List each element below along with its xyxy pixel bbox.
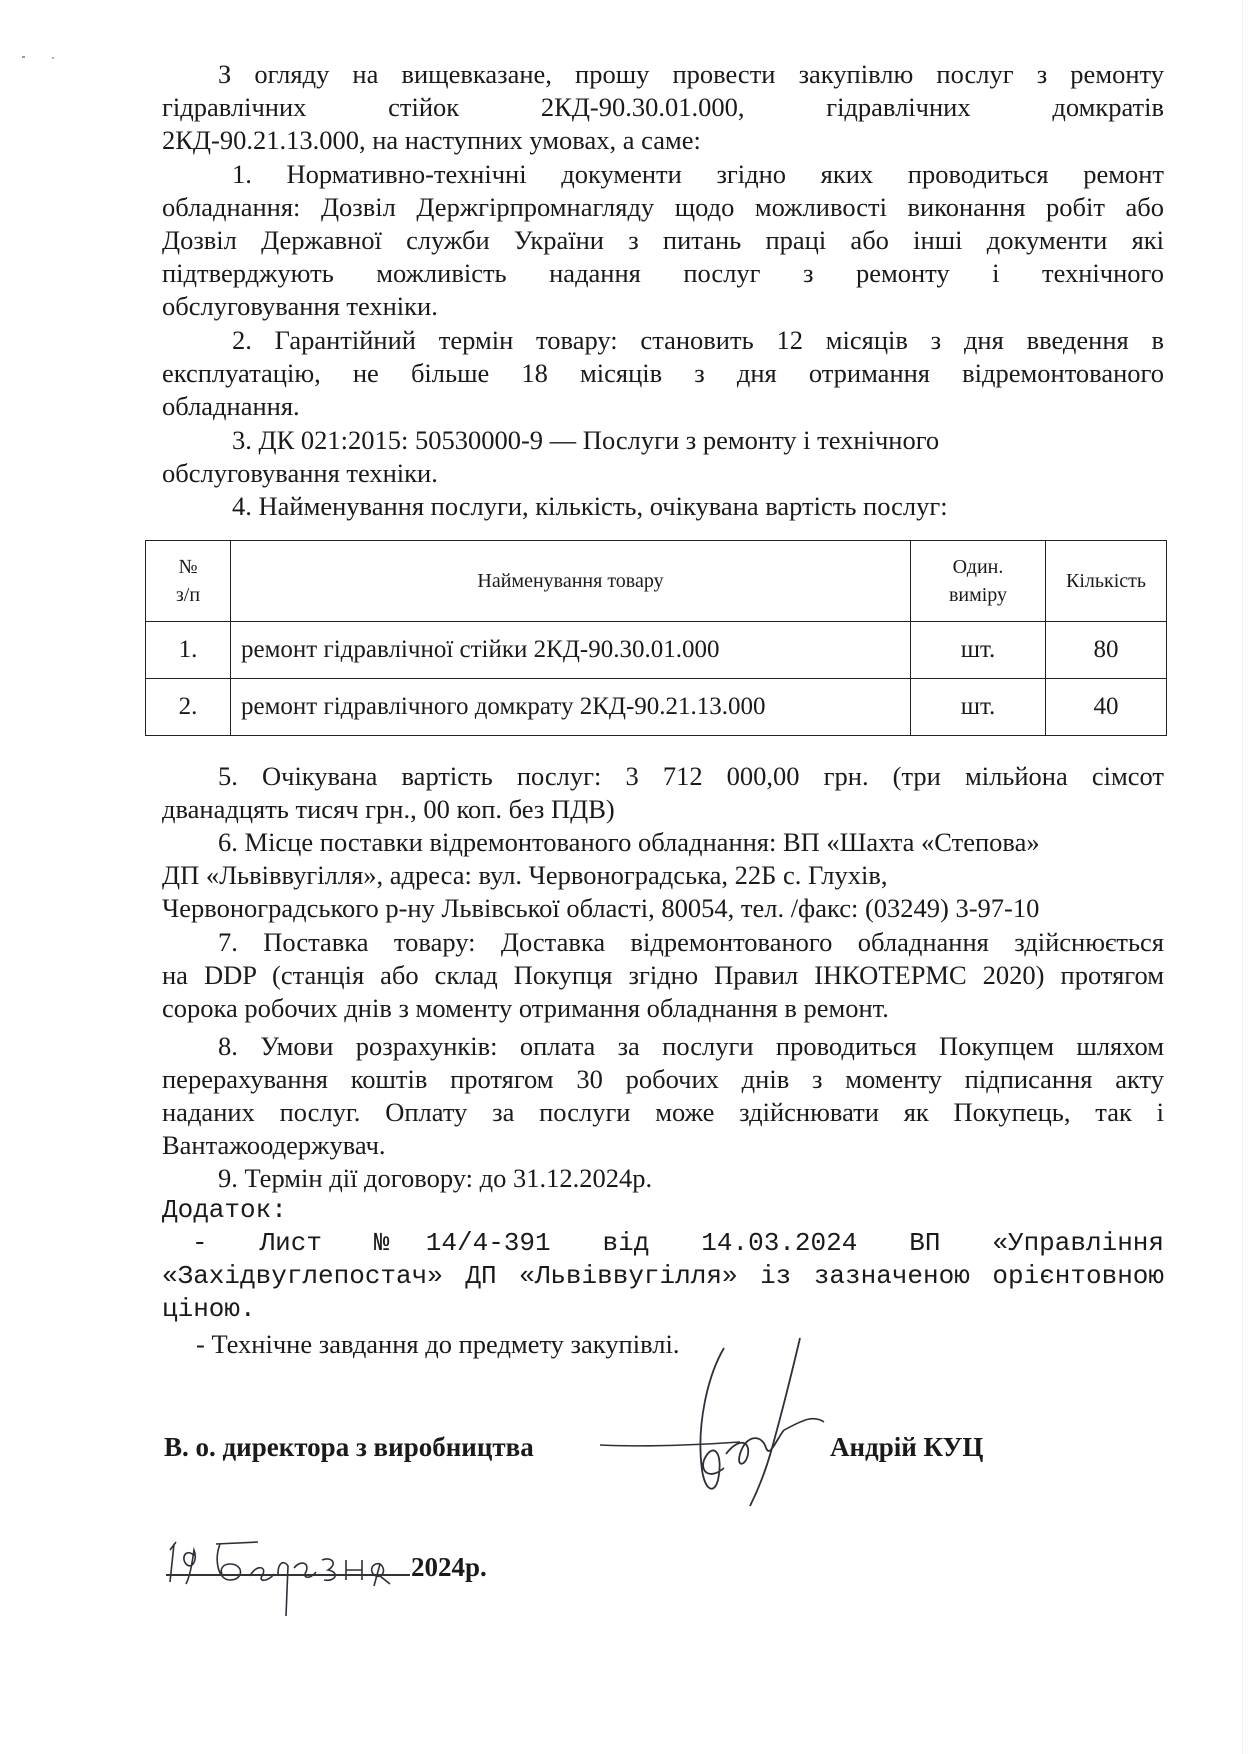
header-unit-line: виміру — [948, 584, 1008, 606]
point-6 — [162, 826, 1164, 925]
point-2-line: обладнання. — [162, 391, 300, 421]
row-unit: шт. — [911, 622, 1046, 679]
header-num-abbr: з/п — [175, 584, 201, 606]
point-7 — [162, 926, 1164, 1025]
point-6-line: Червоноградського р-ну Львівської області, 80054, тел. /факс: (03249) 3-97-10 — [162, 893, 1040, 923]
row-num: 2. — [146, 679, 231, 736]
header-unit-line: Один. — [952, 556, 1004, 578]
table-row — [146, 679, 1167, 736]
point-1-line: підтверджують можливість надання послуг з ремонту і технічного — [162, 258, 1164, 288]
point-1-line: 1. Нормативно-технічні документи згідно яких проводиться ремонт — [232, 159, 1164, 189]
point-1-line: обладнання: Дозвіл Держгірпромнагляду щодо можливості виконання робіт або — [162, 192, 1164, 222]
appendix-title: Додаток: — [162, 1195, 287, 1225]
appendix-item-1-line: - Лист №14/4-391 від 14.03.2024 ВП «Управління — [192, 1228, 1164, 1258]
point-5 — [162, 760, 1164, 826]
point-3-line: обслуговування техніки. — [162, 458, 438, 488]
signatory-position: В. о. директора з виробництва — [164, 1432, 534, 1462]
point-2 — [162, 324, 1164, 423]
header-unit — [911, 541, 1046, 622]
appendix-item-1-line: ціною. — [162, 1294, 256, 1324]
row-qty: 40 — [1046, 679, 1167, 736]
row-num: 1. — [146, 622, 231, 679]
signatory-name: Андрій КУЦ — [830, 1432, 984, 1462]
header-qty: Кількість — [1046, 541, 1167, 622]
appendix-item-1-line: «Західвуглепостач» ДП «Львіввугілля» із зазначеною орієнтовною — [162, 1261, 1164, 1291]
point-4 — [162, 490, 1164, 523]
intro-line: гідравлічних стійок 2КД-90.30.01.000, гідравлічних домкратів — [162, 92, 1164, 122]
row-qty: 80 — [1046, 622, 1167, 679]
point-8-line: 8. Умови розрахунків: оплата за послуги проводиться Покупцем шляхом — [218, 1031, 1164, 1061]
point-2-line: експлуатацію, не більше 18 місяців з дня отримання відремонтованого — [162, 358, 1164, 388]
point-3 — [162, 424, 1164, 490]
handwritten-date — [160, 1520, 440, 1620]
point-7-line: 7. Поставка товару: Доставка відремонтованого обладнання здійснюється — [218, 927, 1164, 957]
point-9-line: 9. Термін дії договору: до 31.12.2024р. — [218, 1163, 653, 1193]
header-num-symbol: № — [178, 556, 198, 578]
point-8-line: Вантажоодержувач. — [162, 1130, 386, 1160]
point-1-line: обслуговування техніки. — [162, 291, 438, 321]
point-7-line: сорока робочих днів з моменту отримання обладнання в ремонт. — [162, 993, 889, 1023]
date-underline — [166, 1574, 410, 1576]
point-8-line: перерахування коштів протягом 30 робочих днів з моменту підписання акту — [162, 1064, 1164, 1094]
intro-paragraph — [162, 58, 1164, 157]
header-name: Найменування товару — [231, 541, 911, 622]
intro-line: З огляду на вищевказане, прошу провести закупівлю послуг з ремонту — [218, 59, 1164, 89]
table-header-row — [146, 541, 1167, 622]
table-row — [146, 622, 1167, 679]
date-year: 2024р. — [411, 1552, 487, 1582]
appendix — [162, 1194, 1164, 1326]
scan-speck — [52, 57, 54, 59]
header-num — [146, 541, 231, 622]
scan-speck — [22, 56, 25, 58]
point-1-line: Дозвіл Державної служби України з питань праці або інші документи які — [162, 225, 1164, 255]
items-table — [145, 540, 1167, 736]
row-unit: шт. — [911, 679, 1046, 736]
row-name: ремонт гідравлічного домкрату 2КД-90.21.13.000 — [231, 679, 911, 736]
point-4-line: 4. Найменування послуги, кількість, очікувана вартість послуг: — [232, 491, 948, 521]
point-5-line: 5. Очікувана вартість послуг: 3 712 000,00 грн. (три мільйона сімсот — [218, 761, 1164, 791]
handwritten-signature — [600, 1330, 860, 1510]
point-6-line: 6. Місце поставки відремонтованого обладнання: ВП «Шахта «Степова» — [218, 827, 1040, 857]
point-9 — [162, 1162, 1164, 1195]
point-5-line: дванадцять тисяч грн., 00 коп. без ПДВ) — [162, 794, 615, 824]
point-2-line: 2. Гарантійний термін товару: становить 12 місяців з дня введення в — [232, 325, 1164, 355]
point-1 — [162, 158, 1164, 323]
row-name: ремонт гідравлічної стійки 2КД-90.30.01.000 — [231, 622, 911, 679]
scan-edge — [1242, 0, 1243, 1754]
point-8 — [162, 1030, 1164, 1162]
intro-line: 2КД-90.21.13.000, на наступних умовах, а саме: — [162, 125, 701, 155]
point-8-line: наданих послуг. Оплату за послуги може здійснювати як Покупець, так і — [162, 1097, 1164, 1127]
point-6-line: ДП «Львіввугілля», адреса: вул. Червоноградська, 22Б с. Глухів, — [162, 860, 888, 890]
point-7-line: на DDP (станція або склад Покупця згідно Правил ІНКОТЕРМС 2020) протягом — [162, 960, 1164, 990]
appendix-item-2-line: - Технічне завдання до предмету закупівлі. — [196, 1329, 680, 1359]
point-3-line: 3. ДК 021:2015: 50530000-9 — Послуги з ремонту і технічного — [232, 425, 940, 455]
